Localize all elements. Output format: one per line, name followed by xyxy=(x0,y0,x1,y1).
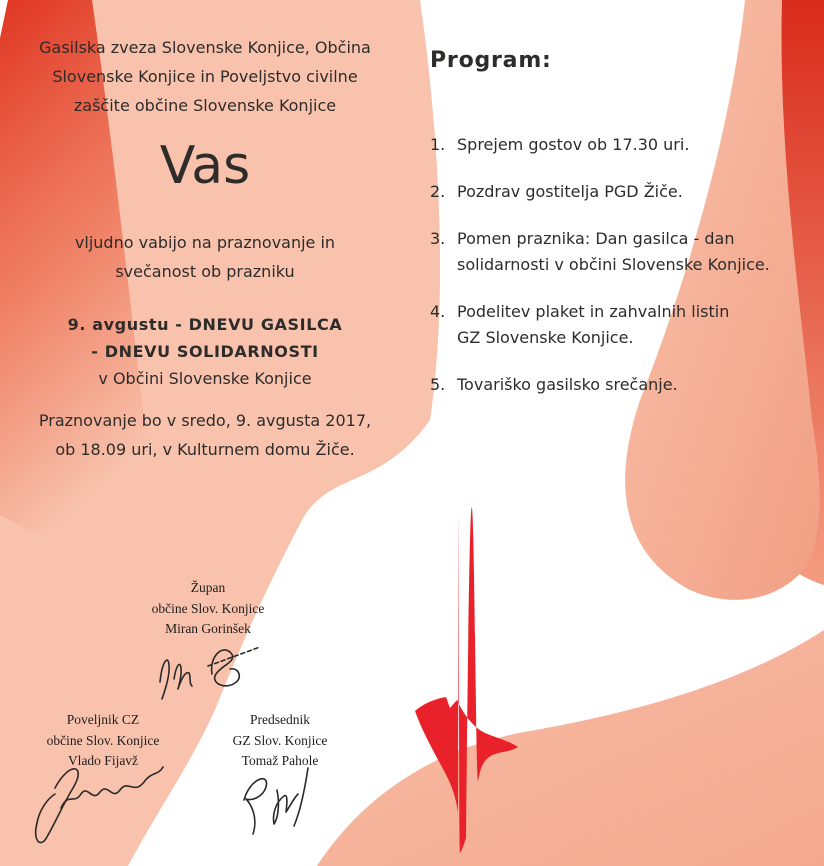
signatory-title: Poveljnik CZ xyxy=(66,712,140,727)
program-item xyxy=(430,226,800,278)
event-location-line: v Občini Slovenske Konjice xyxy=(98,369,312,388)
organizer-line: Slovenske Konjice in Poveljstvo civilne xyxy=(52,67,358,86)
commander-signature xyxy=(25,752,170,847)
intro-block xyxy=(2,228,408,286)
organizer-line: Gasilska zveza Slovenske Konjice, Občina xyxy=(39,38,371,57)
program-item xyxy=(430,132,800,158)
date-block xyxy=(2,406,408,464)
program-heading: Program: xyxy=(430,48,552,73)
program-item xyxy=(430,179,800,205)
signatory-title: Predsednik xyxy=(250,712,310,727)
signatory-org: GZ Slov. Konjice xyxy=(232,732,328,748)
program-item-text: GZ Slovenske Konjice. xyxy=(457,328,634,347)
signatory-org: občine Slov. Konjice xyxy=(151,600,265,616)
program-item-number: 1. xyxy=(430,135,446,154)
program-list xyxy=(430,132,800,419)
signatory-name: Vlado Fijavž xyxy=(67,753,139,768)
program-item-number: 4. xyxy=(430,302,446,321)
program-item-text: Podelitev plaket in zahvalnih listin xyxy=(457,302,730,321)
program-item-text: solidarnosti v občini Slovenske Konjice. xyxy=(457,255,770,274)
program-item-text: Tovariško gasilsko srečanje. xyxy=(457,375,678,394)
signatory-title: Župan xyxy=(190,580,226,595)
intro-line: svečanost ob prazniku xyxy=(115,262,295,281)
vas-headline: Vas xyxy=(159,136,251,196)
event-block xyxy=(2,311,408,392)
organizer-line: zaščite občine Slovenske Konjice xyxy=(73,96,337,115)
mayor-signature xyxy=(150,636,265,706)
event-title-line: 9. avgustu - DNEVU GASILCA xyxy=(67,315,343,334)
mayor-signatory-block xyxy=(128,578,288,640)
program-item-text: Pozdrav gostitelja PGD Žiče. xyxy=(457,182,683,201)
date-line: ob 18.09 uri, v Kulturnem domu Žiče. xyxy=(55,440,355,459)
bottom-right-salmon-shape xyxy=(317,630,824,866)
program-item-text: Sprejem gostov ob 17.30 uri. xyxy=(457,135,690,154)
program-item-number: 5. xyxy=(430,375,446,394)
signatory-name: Miran Gorinšek xyxy=(165,621,251,636)
signatory-name: Tomaž Pahole xyxy=(241,753,319,768)
program-item xyxy=(430,372,800,398)
president-signature xyxy=(232,762,332,852)
program-item-number: 3. xyxy=(430,229,446,248)
signatory-org: občine Slov. Konjice xyxy=(46,732,160,748)
program-item-number: 2. xyxy=(430,182,446,201)
organizers-block xyxy=(2,33,408,120)
intro-line: vljudno vabijo na praznovanje in xyxy=(74,233,336,252)
date-line: Praznovanje bo v sredo, 9. avgusta 2017, xyxy=(38,411,372,430)
program-item xyxy=(430,299,800,351)
event-title-line: - DNEVU SOLIDARNOSTI xyxy=(91,342,319,361)
program-item-text: Pomen praznika: Dan gasilca - dan xyxy=(457,229,735,248)
